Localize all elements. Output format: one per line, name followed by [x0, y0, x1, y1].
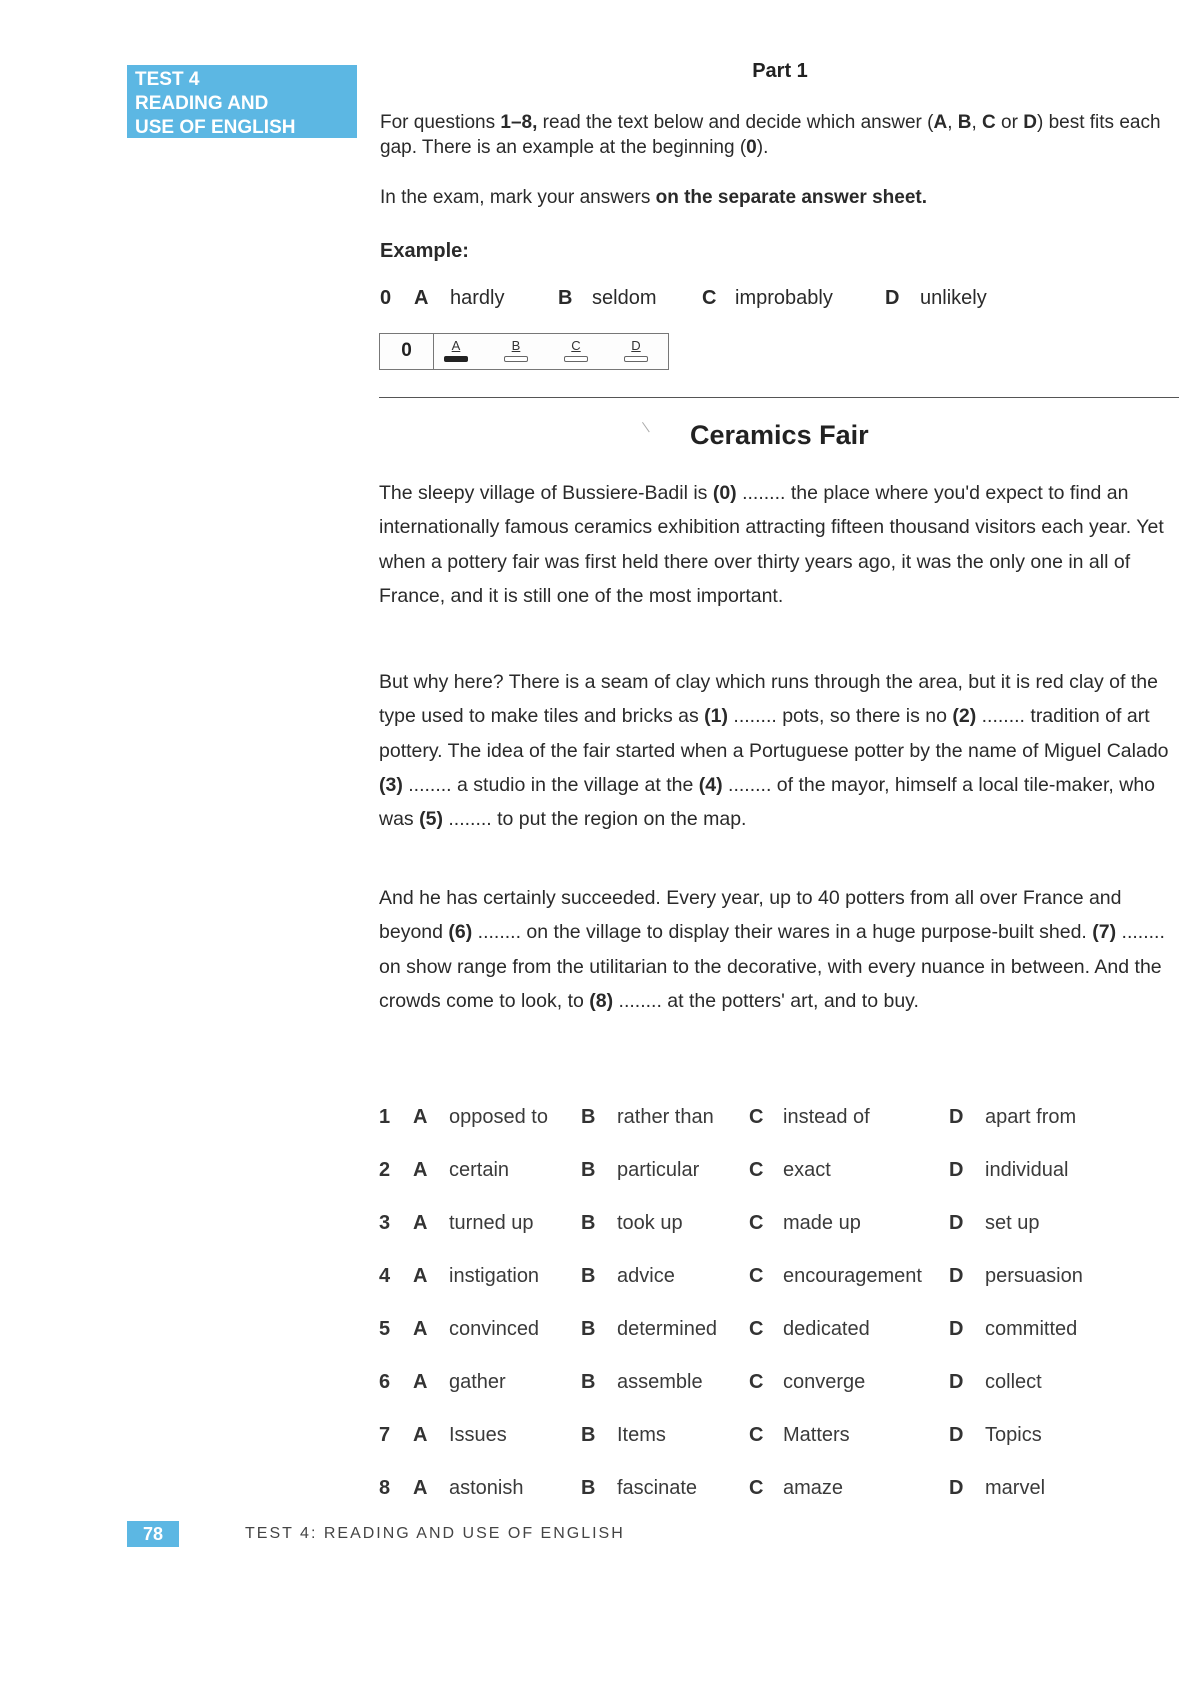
option-letter: B: [581, 1318, 596, 1340]
text-segment: ........ tradition of art pottery. The idea of the fair started when a Portuguese potter by the name of Miguel Calado: [379, 705, 1169, 762]
option-letter: A: [413, 1212, 428, 1234]
question-number: 2: [379, 1159, 391, 1181]
example-option-letter: A: [414, 287, 429, 309]
option-text: Matters: [783, 1424, 850, 1446]
lozenge-mark: [564, 356, 588, 362]
option-text: collect: [985, 1371, 1042, 1393]
gap-number: (5): [419, 808, 443, 831]
option-text: set up: [985, 1212, 1040, 1234]
option-letter: A: [413, 1318, 428, 1340]
option-letter: B: [581, 1265, 596, 1287]
lozenge-letter: B: [511, 338, 521, 353]
option-letter: C: [749, 1477, 764, 1499]
option-text: made up: [783, 1212, 861, 1234]
option-letter: B: [581, 1159, 596, 1181]
option-text: persuasion: [985, 1265, 1083, 1287]
option-text: convinced: [449, 1318, 540, 1340]
text-paragraph: [379, 881, 1181, 1018]
text-segment: ........ a studio in the village at the: [402, 773, 699, 796]
example-option-text: seldom: [592, 287, 657, 309]
option-letter: D: [949, 1424, 964, 1446]
option-letter: B: [581, 1106, 596, 1128]
option-text: amaze: [783, 1477, 844, 1499]
option-text: Topics: [985, 1424, 1042, 1446]
question-number: 3: [379, 1212, 391, 1234]
question-row: [379, 1421, 1199, 1449]
question-number: 6: [379, 1371, 391, 1393]
example-option-text: unlikely: [920, 287, 987, 309]
test-label-line: READING AND: [135, 93, 269, 114]
text-segment: ........ at the potters' art, and to buy.: [613, 989, 919, 1012]
instructions: For questions 1–8, read the text below and decide which answer (A, B, C or D) best fits each gap. There is an example at the beginning (0).: [380, 112, 1161, 158]
option-text: advice: [617, 1265, 675, 1287]
question-number: 7: [379, 1424, 391, 1446]
lozenge-letter: C: [571, 338, 581, 353]
lozenge-letter: D: [631, 338, 641, 353]
option-text: certain: [449, 1159, 510, 1181]
exam-instructions: In the exam, mark your answers on the separate answer sheet.: [380, 187, 927, 208]
example-option-text: improbably: [735, 287, 833, 309]
text-segment: ........ on the village to display their wares in a huge purpose-built shed.: [472, 921, 1093, 944]
option-text: individual: [985, 1159, 1069, 1181]
page-number: 78: [127, 1521, 179, 1547]
text-segment: ........ to put the region on the map.: [442, 808, 747, 831]
option-letter: D: [949, 1106, 964, 1128]
question-row: [379, 1156, 1199, 1184]
option-letter: D: [949, 1318, 964, 1340]
answer-lozenge-d: [624, 339, 648, 365]
gap-number: (6): [448, 921, 473, 944]
question-number: 8: [379, 1477, 391, 1499]
option-letter: B: [581, 1212, 596, 1234]
test-label-line: TEST 4: [135, 69, 200, 90]
option-letter: C: [749, 1212, 764, 1234]
question-row: [379, 1315, 1199, 1343]
option-letter: D: [949, 1265, 964, 1287]
option-letter: A: [413, 1424, 428, 1446]
running-title: TEST 4: READING AND USE OF ENGLISH: [245, 1525, 625, 1542]
option-text: instead of: [783, 1106, 870, 1128]
example-option-letter: D: [885, 287, 900, 309]
text-paragraph: [379, 665, 1181, 836]
text-segment: ........ pots, so there is no: [728, 705, 953, 728]
option-letter: D: [949, 1371, 964, 1393]
gap-number: (3): [379, 773, 403, 796]
example-answer-box: [379, 333, 669, 370]
answer-lozenge-b: [504, 339, 528, 365]
text-segment: ........ of the mayor, himself a local tile-maker, who was: [379, 773, 1156, 831]
gap-number: (1): [704, 705, 729, 728]
example-option-letter: B: [558, 287, 573, 309]
section-divider: [379, 397, 1179, 398]
example-label: Example:: [380, 240, 469, 262]
option-letter: B: [581, 1477, 596, 1499]
text-segment: The sleepy village of Bussiere-Badil is: [379, 482, 713, 504]
option-text: apart from: [985, 1106, 1077, 1128]
option-text: Issues: [449, 1424, 507, 1446]
test-label-line: USE OF ENGLISH: [135, 117, 296, 138]
example-option-text: hardly: [450, 287, 505, 309]
gap-number: (7): [1092, 921, 1117, 944]
option-text: fascinate: [617, 1477, 698, 1499]
text-title: Ceramics Fair: [690, 420, 869, 450]
option-text: opposed to: [449, 1106, 548, 1128]
stray-mark: [642, 420, 653, 433]
option-letter: B: [581, 1371, 596, 1393]
option-letter: C: [749, 1159, 764, 1181]
option-text: took up: [617, 1212, 683, 1234]
question-number: 5: [379, 1318, 391, 1340]
question-row: [379, 1103, 1199, 1131]
question-number: 4: [379, 1265, 391, 1287]
gap-number: (0): [712, 482, 737, 504]
option-letter: C: [749, 1318, 764, 1340]
option-letter: C: [749, 1424, 764, 1446]
option-letter: A: [413, 1265, 428, 1287]
question-number: 1: [379, 1106, 391, 1128]
option-letter: D: [949, 1212, 964, 1234]
option-text: assemble: [617, 1371, 703, 1393]
option-text: Items: [617, 1424, 666, 1446]
answer-box-number: 0: [380, 334, 434, 369]
option-text: rather than: [617, 1106, 714, 1128]
text-paragraph: [379, 476, 1181, 613]
option-text: dedicated: [783, 1318, 870, 1340]
example-number: 0: [380, 287, 392, 309]
option-letter: A: [413, 1159, 428, 1181]
lozenge-mark: [504, 356, 528, 362]
text-segment: ........ the place where you'd expect to find an internationally famous ceramics exhibition attracting fifteen thousand visitors each year. Yet when a pottery fair was first held there over thirty years ago, it was the only one in all of France, and it is still one of the most important.: [379, 482, 1164, 607]
option-letter: D: [949, 1477, 964, 1499]
test-label: [127, 65, 357, 138]
option-letter: C: [749, 1371, 764, 1393]
question-row: [379, 1209, 1199, 1237]
part-title: Part 1: [752, 60, 808, 82]
gap-number: (8): [589, 989, 614, 1012]
question-row: [379, 1368, 1199, 1396]
option-text: turned up: [449, 1212, 534, 1234]
example-row: [380, 287, 1040, 313]
option-letter: A: [413, 1477, 428, 1499]
option-text: particular: [617, 1159, 700, 1181]
option-text: gather: [449, 1371, 506, 1393]
option-text: astonish: [449, 1477, 524, 1499]
option-letter: B: [581, 1424, 596, 1446]
option-text: committed: [985, 1318, 1078, 1340]
option-letter: A: [413, 1106, 428, 1128]
example-option-letter: C: [702, 287, 717, 309]
question-row: [379, 1262, 1199, 1290]
option-letter: D: [949, 1159, 964, 1181]
text-segment: But why here? There is a seam of clay which runs through the area, but it is red clay of the type used to make tiles and bricks as: [379, 671, 1158, 728]
option-letter: C: [749, 1265, 764, 1287]
option-text: converge: [783, 1371, 866, 1393]
gap-number: (2): [952, 705, 977, 728]
option-letter: C: [749, 1106, 764, 1128]
option-text: marvel: [985, 1477, 1046, 1499]
option-text: determined: [617, 1318, 718, 1340]
question-row: [379, 1474, 1199, 1502]
lozenge-mark: [624, 356, 648, 362]
option-text: exact: [783, 1159, 831, 1181]
option-text: encouragement: [783, 1265, 922, 1287]
lozenge-letter: A: [451, 338, 461, 353]
gap-number: (4): [698, 773, 723, 796]
answer-lozenge-a: [444, 339, 468, 365]
option-letter: A: [413, 1371, 428, 1393]
option-text: instigation: [449, 1265, 540, 1287]
answer-lozenge-c: [564, 339, 588, 365]
text-segment: ........ on show range from the utilitarian to the decorative, with every nuance in between. And the crowds come to look, to: [379, 921, 1165, 1012]
lozenge-mark-filled: [444, 356, 468, 362]
text-segment: And he has certainly succeeded. Every year, up to 40 potters from all over France and beyond: [379, 887, 1122, 944]
